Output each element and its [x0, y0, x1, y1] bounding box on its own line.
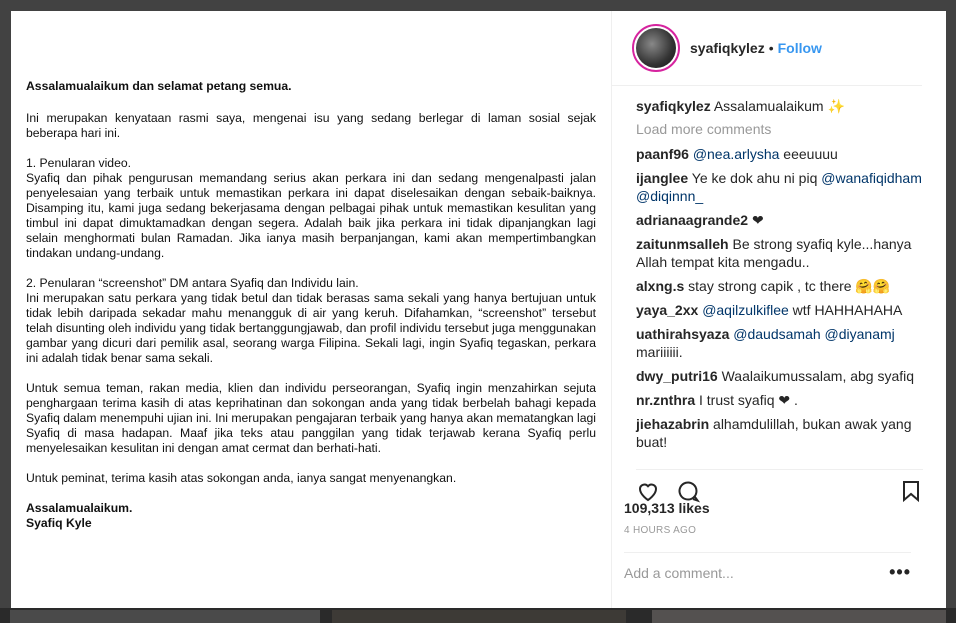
- bookmark-icon[interactable]: [899, 479, 923, 503]
- comment-mention[interactable]: @daudsamah @diyanamj: [733, 326, 895, 342]
- caption-username[interactable]: syafiqkylez: [636, 98, 711, 114]
- comment-username[interactable]: jiehazabrin: [636, 416, 710, 432]
- comment-item: [636, 211, 932, 229]
- comment-text: mariiiiii.: [636, 344, 683, 360]
- comment-text: alhamdulillah, bukan awak yang buat!: [636, 416, 912, 450]
- post-image: [11, 11, 611, 608]
- more-options-icon[interactable]: •••: [889, 562, 911, 582]
- section-1-heading: 1. Penularan video.: [26, 156, 132, 170]
- grid-thumbnail[interactable]: [10, 610, 320, 623]
- comment-item: [636, 367, 932, 385]
- post-sidebar: [611, 11, 946, 608]
- statement-intro: Ini merupakan kenyataan rasmi saya, mengenai isu yang sedang berlegar di laman sosial sejak beberapa hari ini.: [26, 111, 596, 140]
- comment-username[interactable]: nr.znthra: [636, 392, 696, 408]
- comment-text: Ye ke dok ahu ni piq: [691, 170, 822, 186]
- comment-mention[interactable]: @wanafiqidham @diqinnn_: [636, 170, 922, 204]
- post-header: [612, 11, 922, 86]
- section-2-heading: 2. Penularan “screenshot” DM antara Syafiq dan Individu lain.: [26, 276, 359, 290]
- comment-item: [636, 415, 932, 451]
- comment-item: [636, 391, 932, 409]
- comment-text: wtf HAHHAHAHA: [788, 302, 903, 318]
- comment-item: [636, 169, 932, 205]
- statement-signature: Syafiq Kyle: [26, 516, 92, 530]
- comment-input[interactable]: [624, 565, 889, 581]
- comments-list[interactable]: [612, 97, 932, 467]
- header-username[interactable]: syafiqkylez: [690, 40, 765, 56]
- caption: [636, 97, 932, 115]
- comment-username[interactable]: uathirahsyaza: [636, 326, 730, 342]
- comment-item: [636, 301, 932, 319]
- avatar[interactable]: [632, 24, 680, 72]
- statement-document: [26, 79, 596, 531]
- grid-thumbnail[interactable]: [652, 610, 946, 623]
- avatar-image: [636, 28, 676, 68]
- follow-button[interactable]: Follow: [777, 40, 822, 56]
- comment-bubble-icon[interactable]: [676, 479, 700, 503]
- comment-username[interactable]: yaya_2xx: [636, 302, 699, 318]
- comment-text: Be strong syafiq kyle...hanya Allah tempat kita mengadu..: [636, 236, 912, 270]
- comment-username[interactable]: ijanglee: [636, 170, 689, 186]
- comment-item: [636, 277, 932, 295]
- statement-section-1: [26, 156, 596, 261]
- comment-text: I trust syafiq ❤ .: [699, 392, 798, 408]
- section-2-body: Ini merupakan satu perkara yang tidak betul dan tidak berasas sama sekali yang hanya bertujuan untuk tidak lebih daripada sekadar mahu menangguk di air yang keruh. Difahamkan, “screenshot” tersebut telah disunting oleh individu yang tidak bertanggungjawab, dan profil individu tersebut juga menggunakan gambar yang dicuri dari pemilik asal, seorang warga Filipina. Sekali lagi, ingin Syafiq tegaskan, perkara ini adalah tidak benar sama sekali.: [26, 291, 596, 365]
- comment-username[interactable]: paanf96: [636, 146, 689, 162]
- add-comment-bar: [624, 552, 911, 592]
- comment-text: Waalaikumussalam, abg syafiq: [721, 368, 915, 384]
- comment-item: [636, 325, 932, 361]
- heart-icon[interactable]: [636, 479, 660, 503]
- header-dot: •: [768, 40, 774, 56]
- grid-thumbnail[interactable]: [332, 610, 626, 623]
- caption-text: Assalamualaikum ✨: [713, 98, 845, 114]
- statement-paragraph-4: Untuk peminat, terima kasih atas sokongan anda, ianya sangat menyenangkan.: [26, 471, 457, 485]
- statement-closing: Assalamualaikum.: [26, 501, 133, 515]
- comment-item: [636, 145, 932, 163]
- comment-username[interactable]: zaitunmsalleh: [636, 236, 729, 252]
- statement-section-2: [26, 276, 596, 366]
- post-timestamp[interactable]: 4 HOURS AGO: [624, 525, 697, 536]
- comment-mention[interactable]: @nea.arlysha: [692, 146, 780, 162]
- comment-mention[interactable]: @aqilzulkiflee: [702, 302, 789, 318]
- comment-text: ❤: [751, 212, 764, 228]
- comment-text: eeeuuuu: [779, 146, 838, 162]
- comment-item: [636, 235, 932, 271]
- comment-username[interactable]: dwy_putri16: [636, 368, 718, 384]
- likes-count[interactable]: 109,313 likes: [624, 500, 710, 516]
- comment-username[interactable]: alxng.s: [636, 278, 685, 294]
- comment-text: stay strong capik , tc there 🤗🤗: [688, 278, 891, 294]
- statement-paragraph-3: Untuk semua teman, rakan media, klien dan individu perseorangan, Syafiq ingin menzahirkan sejuta penghargaan terima kasih di atas keprihatinan dan sokongan anda yang tidak berbelah bahagi kepada Syafiq dalam menempuhi ujian ini. Ini merupakan pengajaran terbaik yang hanya akan mematangkan lagi Syafiq di masa hadapan. Maaf jika teks atau panggilan yang tidak terjawab kerana Syafiq perlu menyelesaikan kesulitan ini dengan amat cermat dan berhati-hati.: [26, 381, 596, 455]
- post-modal: [11, 11, 946, 608]
- statement-greeting: Assalamualaikum dan selamat petang semua.: [26, 79, 292, 93]
- comment-username[interactable]: adrianaagrande2: [636, 212, 749, 228]
- load-more-comments-button[interactable]: Load more comments: [636, 121, 772, 137]
- section-1-body: Syafiq dan pihak pengurusan memandang serius akan perkara ini dan sedang mengenalpasti jalan penyelesaian yang terbaik untuk memastikan perkara ini dapat diselesaikan dengan sebaik-baiknya. Disamping itu, kami juga sedang bekerjasama dengan pelbagai pihak untuk memastikan kesulitan yang timbul ini dapat dimuktamadkan dengan segera. Adalah baik jika perkara ini tidak dipanjangkan lagi selain menghormati bulan Ramadan. Jika ianya masih berpanjangan, kami akan mempertimbangkan tindakan undang-undang.: [26, 171, 596, 260]
